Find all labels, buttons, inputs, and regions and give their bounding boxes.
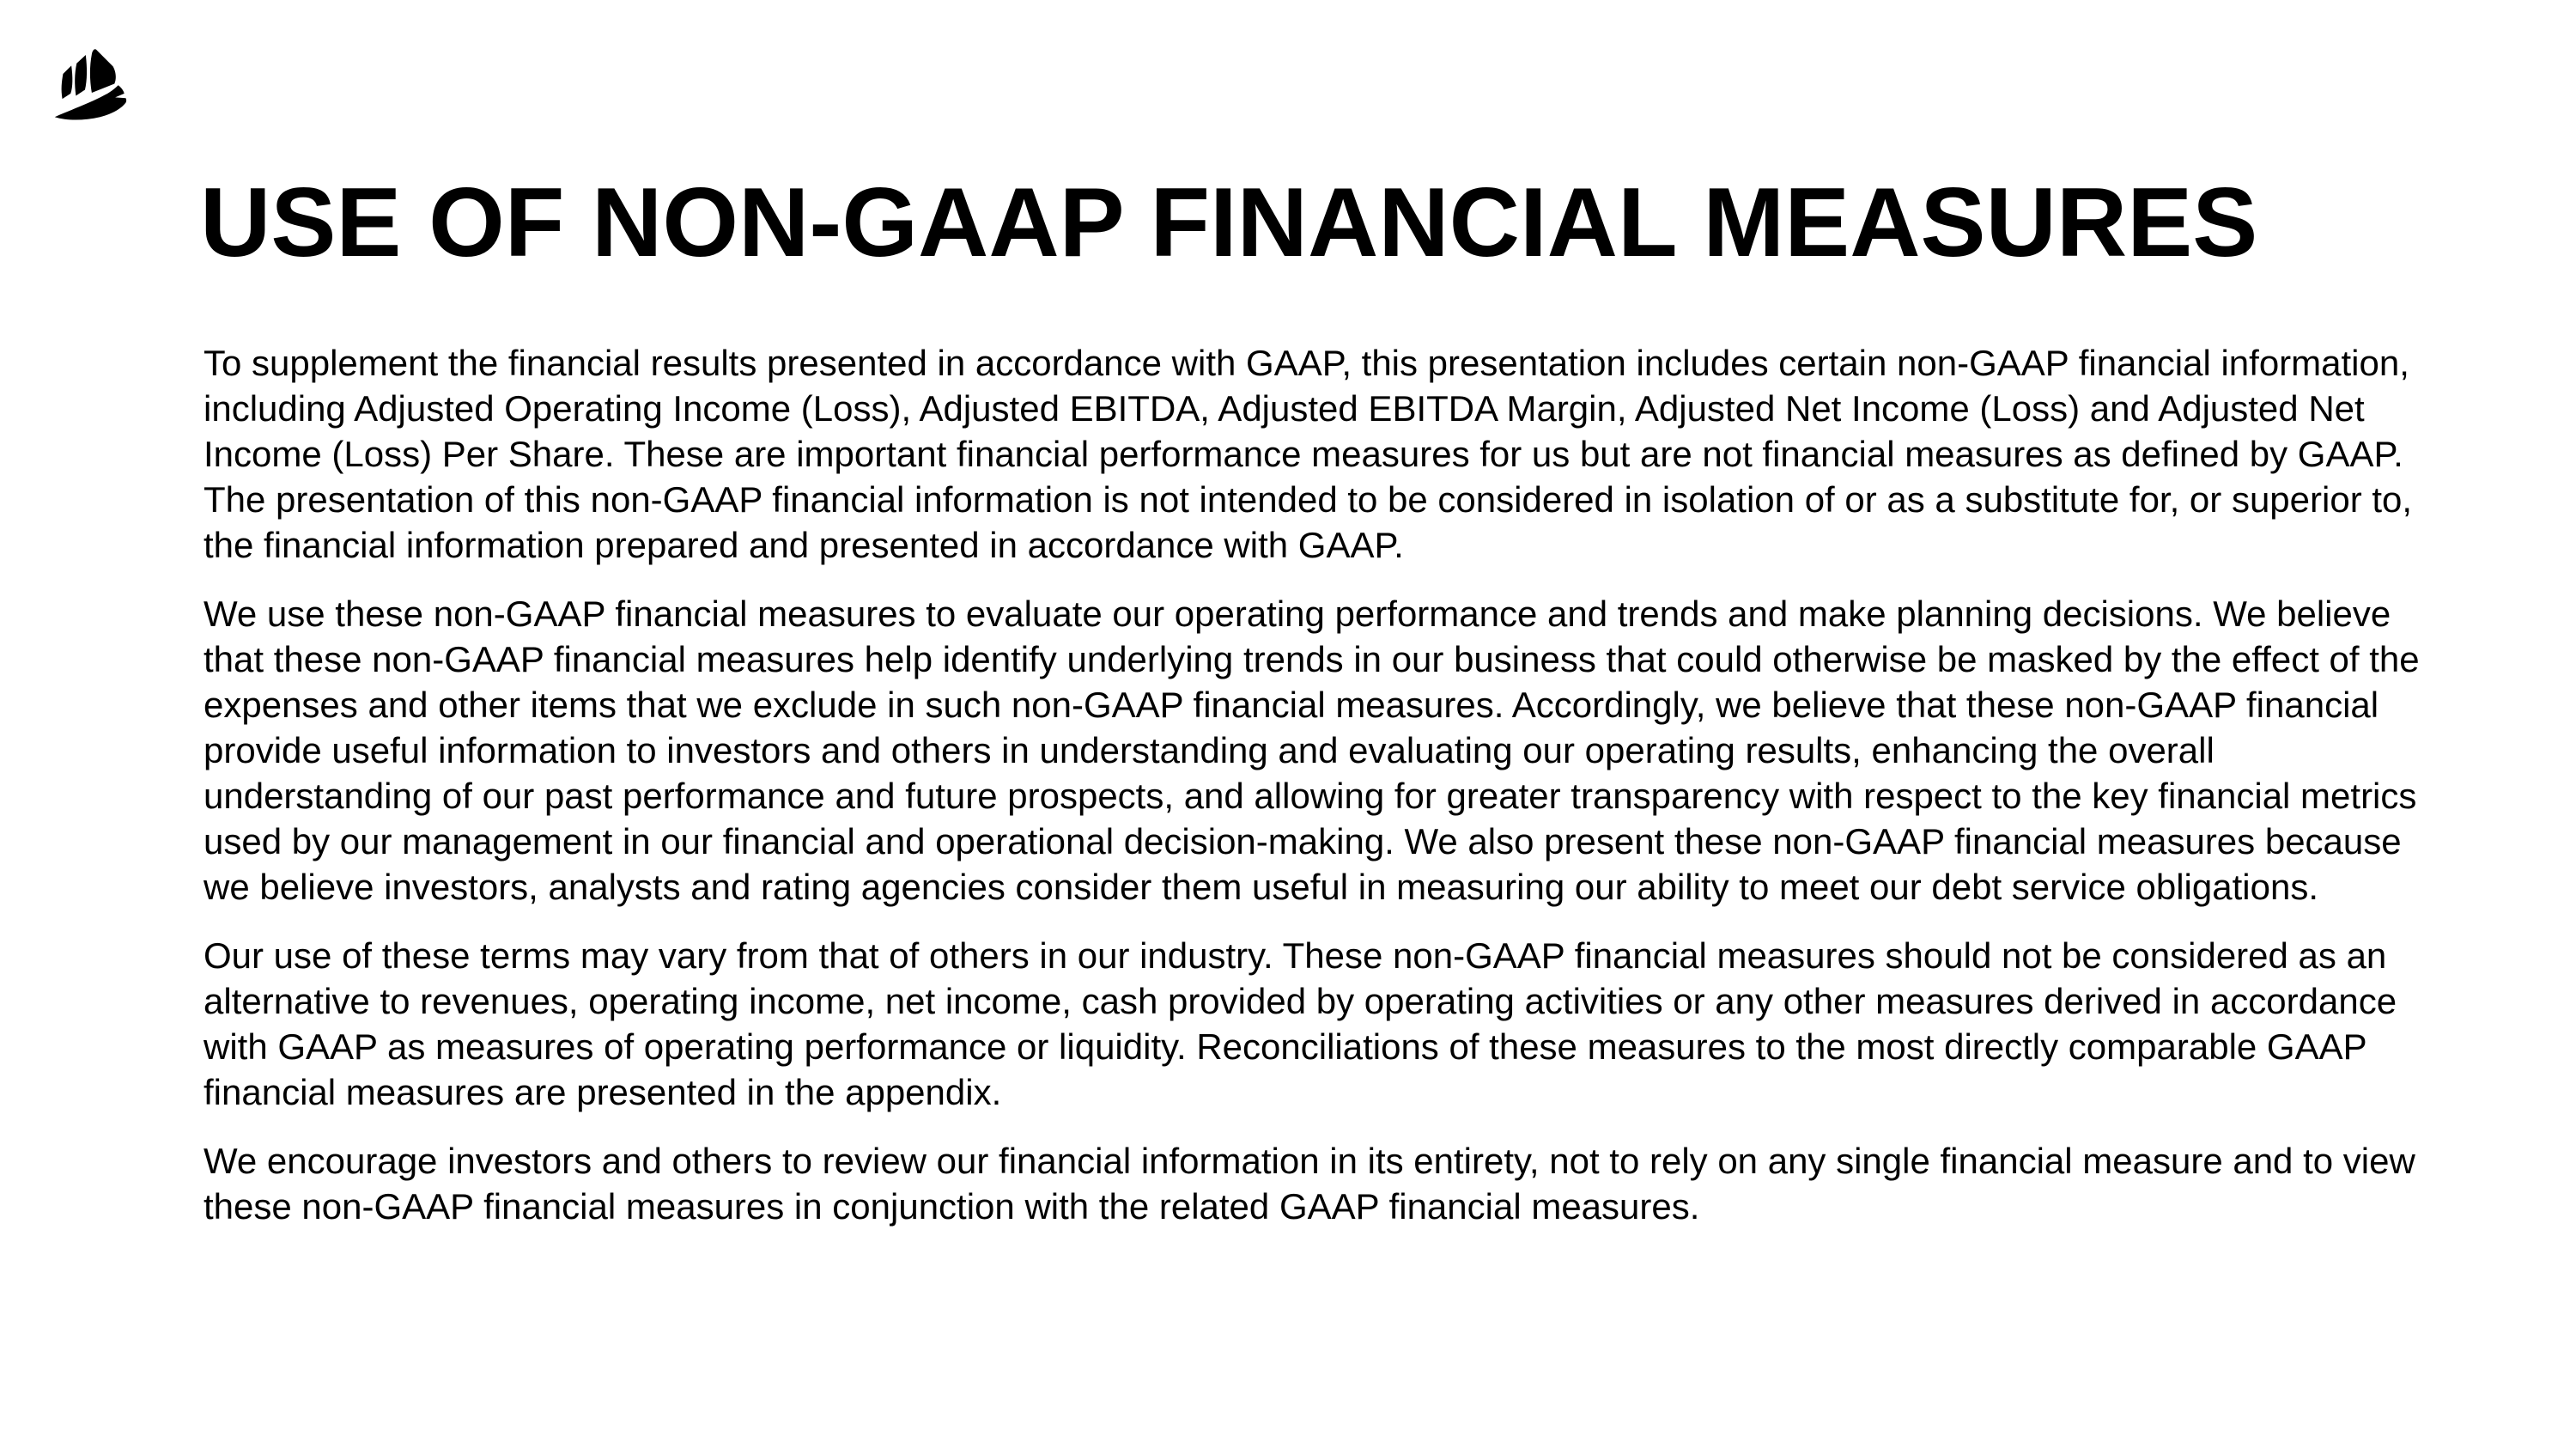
paragraph-2: We use these non-GAAP financial measures to evaluate our operating performance and trends and make planning decisions. We believe that these non-GAAP financial measures help identify underlying trends in our business that could otherwise be masked by the effect of the expenses and other items that we exclude in such non-GAAP financial measures. Accordingly, we believe that these non-GAAP financial provide useful information to investors and others in understanding and evaluating our operating results, enhancing the overall understanding of our past performance and future prospects, and allowing for greater transparency with respect to the key financial metrics used by our management in our financial and operational decision-making. We also present these non-GAAP financial measures because we believe investors, analysts and rating agencies consider them useful in measuring our ability to meet our debt service obligations. <box>204 594 2420 907</box>
paragraph-3: Our use of these terms may vary from that of others in our industry. These non-GAAP financial measures should not be considered as an alternative to revenues, operating income, net income, cash provided by operating activities or any other measures derived in accordance with GAAP as measures of operating performance or liquidity. Reconciliations of these measures to the most directly comparable GAAP financial measures are presented in the appendix. <box>204 935 2397 1112</box>
paragraph-4: We encourage investors and others to review our financial information in its entirety, not to rely on any single financial measure and to view these non-GAAP financial measures in conjunction with the related GAAP financial measures. <box>204 1141 2415 1227</box>
corsair-sails-logo-icon <box>53 46 129 127</box>
paragraph-1: To supplement the financial results presented in accordance with GAAP, this presentation includes certain non-GAAP financial information, including Adjusted Operating Income (Loss), Adjusted EBITDA, Adjusted EBITDA Margin, Adjusted Net Income (Loss) and Adjusted Net Income (Loss) Per Share. These are important financial performance measures for us but are not financial measures as defined by GAAP. The presentation of this non-GAAP financial information is not intended to be considered in isolation of or as a substitute for, or superior to, the financial information prepared and presented in accordance with GAAP. <box>204 343 2413 565</box>
body-text-block <box>204 340 2423 1252</box>
page-title: USE OF NON-GAAP FINANCIAL MEASURES <box>200 168 2258 277</box>
